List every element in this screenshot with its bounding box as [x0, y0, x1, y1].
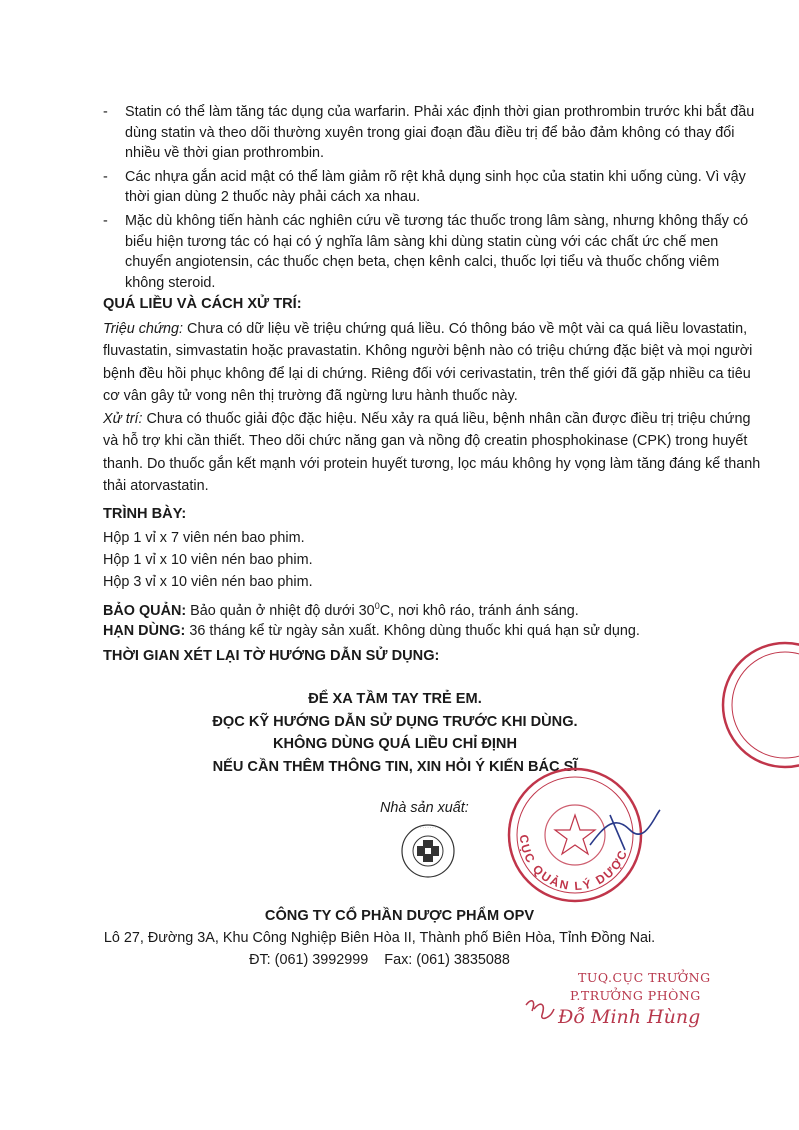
symptoms-text: Chưa có dữ liệu về triệu chứng quá liều. Có thông báo về một vài ca quá liều lovastatin, fluvastatin, simvastatin hoặc pravastatin. Không người bệnh nào có triệu chứng đặc biệt và mọi người bệnh đều hồi phục không để lại di chứng. Riêng đối với cerivastatin, trên thế giới đã gặp nhiều ca tiêu cơ vân gây tử vong nên thị trường đã ngừng lưu hành thuốc này.	[103, 321, 753, 404]
presentation-item: Hộp 1 vỉ x 7 viên nén bao phim.	[103, 530, 305, 546]
interaction-list	[103, 102, 758, 296]
review-heading: THỜI GIAN XÉT LẠI TỜ HƯỚNG DẪN SỬ DỤNG:	[103, 648, 440, 664]
list-item: - Mặc dù không tiến hành các nghiên cứu về tương tác thuốc trong lâm sàng, nhưng không thấy có biểu hiện tương tác có hại có ý nghĩa lâm sàng khi dùng statin cùng với các chất ức chế men chuyển angiotensin, các thuốc chẹn beta, chẹn kênh calci, thuốc lợi tiểu và thuốc chống viêm không steroid.	[103, 212, 749, 291]
stamp-text: CỤC QUẢN LÝ DƯỢC	[516, 833, 631, 894]
signature-mark-icon	[522, 995, 558, 1025]
overdose-treatment	[103, 408, 763, 497]
company-name: CÔNG TY CỔ PHẦN DƯỢC PHẨM OPV	[264, 908, 535, 924]
signature-title-2: P.TRƯỞNG PHÒNG	[570, 988, 701, 1003]
storage-text-after: C, nơi khô ráo, tránh ánh sáng.	[379, 602, 579, 619]
expiry-line	[103, 620, 763, 642]
signature-name: Đỗ Minh Hùng	[558, 1006, 701, 1028]
warning-line: KHÔNG DÙNG QUÁ LIỀU CHỈ ĐỊNH	[272, 736, 518, 752]
list-item-text: Mặc dù không tiến hành các nghiên cứu về tương tác thuốc trong lâm sàng, nhưng không thấy có biểu hiện tương tác có hại có ý nghĩa lâm sàng khi dùng statin cùng với các chất ức chế men chuyển angiotensin, các thuốc chẹn beta, chẹn kênh calci, thuốc lợi tiểu và thuốc chống viêm không steroid.	[125, 212, 749, 291]
list-item: - Statin có thể làm tăng tác dụng của warfarin. Phải xác định thời gian prothrombin trước khi bắt đầu dùng statin và theo dõi thường xuyên trong giai đoạn đầu điều trị để bảo đảm không có thay đổi nhiều về thời gian prothrombin.	[103, 104, 755, 162]
warning-line: NẾU CẦN THÊM THÔNG TIN, XIN HỎI Ý KIẾN BÁC SĨ	[212, 758, 578, 775]
storage-degree: 0	[374, 601, 380, 611]
treatment-label: Xử trí:	[103, 411, 143, 427]
storage-line	[103, 595, 763, 622]
overdose-symptoms	[103, 318, 763, 407]
presentation-item: Hộp 3 vỉ x 10 viên nén bao phim.	[103, 574, 313, 590]
list-item-text: Các nhựa gắn acid mật có thể làm giảm rõ rệt khả dụng sinh học của statin khi uống cùng. Vì vậy thời gian dùng 2 thuốc này phải cách xa nhau.	[125, 168, 746, 206]
expiry-label: HẠN DÙNG:	[103, 623, 186, 639]
list-item-text: Statin có thể làm tăng tác dụng của warfarin. Phải xác định thời gian prothrombin trước khi bắt đầu dùng statin và theo dõi thường xuyên trong giai đoạn đầu điều trị để bảo đảm không có thay đổi nhiều về thời gian prothrombin.	[125, 104, 755, 162]
signature-scribble	[585, 805, 665, 855]
partial-stamp	[660, 640, 799, 770]
manufacturer-label: Nhà sản xuất:	[380, 800, 469, 816]
symptoms-label: Triệu chứng:	[103, 321, 184, 337]
signature-title-1: TUQ.CỤC TRƯỞNG	[578, 970, 711, 985]
treatment-text: Chưa có thuốc giải độc đặc hiệu. Nếu xảy ra quá liều, bệnh nhân cần được điều trị triệu chứng và hỗ trợ khi cần thiết. Theo dõi chức năng gan và nồng độ creatin phosphokinase (CPK) trong huyết thanh. Do thuốc gắn kết mạnh với protein huyết tương, lọc máu không hy vọng làm tăng đáng kể thanh thải atorvastatin.	[103, 411, 761, 494]
presentation-item: Hộp 1 vỉ x 10 viên nén bao phim.	[103, 552, 313, 568]
expiry-text: 36 tháng kể từ ngày sản xuất. Không dùng thuốc khi quá hạn sử dụng.	[185, 623, 640, 639]
overdose-heading: QUÁ LIỀU VÀ CÁCH XỬ TRÍ:	[103, 296, 302, 312]
company-address: Lô 27, Đường 3A, Khu Công Nghiệp Biên Hòa II, Thành phố Biên Hòa, Tỉnh Đồng Nai.	[103, 930, 656, 946]
company-phone: ĐT: (061) 3992999 Fax: (061) 3835088	[249, 952, 510, 968]
list-item: - Các nhựa gắn acid mật có thể làm giảm rõ rệt khả dụng sinh học của statin khi uống cùng. Vì vậy thời gian dùng 2 thuốc này phải cách xa nhau.	[103, 168, 746, 206]
company-logo-icon	[398, 820, 458, 882]
svg-text:· · · · · · ·: · · · · · · ·	[420, 825, 436, 830]
storage-text: Bảo quản ở nhiệt độ dưới 30	[186, 602, 375, 619]
warning-line: ĐỂ XA TẦM TAY TRẺ EM.	[308, 691, 482, 707]
warning-line: ĐỌC KỸ HƯỚNG DẪN SỬ DỤNG TRƯỚC KHI DÙNG.	[212, 713, 578, 730]
storage-label: BẢO QUẢN:	[103, 602, 187, 619]
presentation-heading: TRÌNH BÀY:	[103, 506, 187, 522]
